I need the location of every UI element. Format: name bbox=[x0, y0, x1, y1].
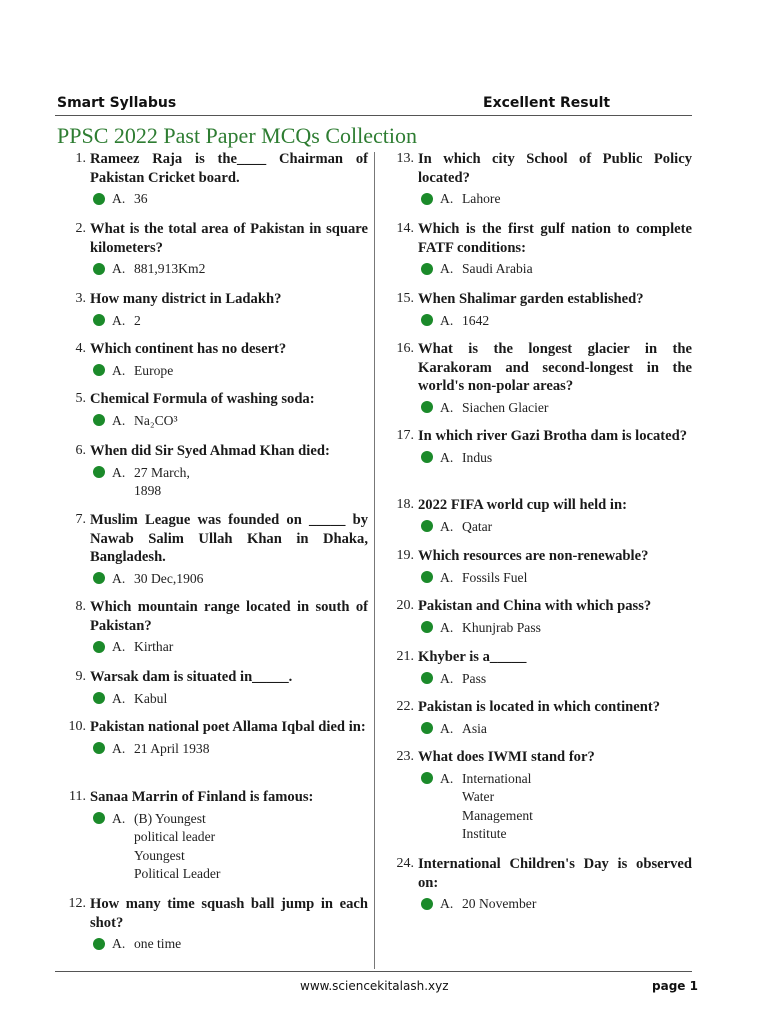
question-text: Which resources are non-renewable? bbox=[418, 548, 649, 564]
question-text: In which city School of Public Policy located? bbox=[418, 151, 692, 186]
question-item bbox=[388, 427, 692, 467]
question-text: Khyber is a_____ bbox=[418, 649, 527, 665]
question-number: 4. bbox=[75, 341, 86, 356]
question-number: 7. bbox=[75, 512, 86, 527]
question-row bbox=[60, 895, 368, 932]
answer-text: Indus bbox=[462, 449, 493, 465]
question-row bbox=[388, 427, 692, 446]
question-text: Sanaa Marrin of Finland is famous: bbox=[90, 789, 314, 805]
answer-dot-icon bbox=[93, 364, 105, 376]
answer-row bbox=[93, 935, 368, 954]
question-text: When Shalimar garden established? bbox=[418, 291, 644, 307]
answer-row bbox=[93, 690, 368, 709]
question-number: 17. bbox=[396, 428, 414, 443]
answer-dot-icon bbox=[93, 692, 105, 704]
answer-dot-icon bbox=[93, 263, 105, 275]
answer-letter: A. bbox=[440, 191, 454, 206]
answer-row bbox=[93, 190, 368, 209]
answer-row bbox=[421, 895, 692, 914]
header-left: Smart Syllabus bbox=[57, 95, 177, 111]
question-number: 6. bbox=[75, 443, 86, 458]
answer-row bbox=[93, 362, 368, 381]
question-text: Warsak dam is situated in_____. bbox=[90, 669, 293, 685]
question-number: 14. bbox=[396, 221, 414, 236]
answer-text: Fossils Fuel bbox=[462, 569, 528, 585]
question-number: 24. bbox=[396, 856, 414, 871]
answer-text: Kabul bbox=[134, 690, 168, 706]
question-item bbox=[388, 648, 692, 688]
question-row bbox=[388, 496, 692, 515]
answer-row bbox=[421, 399, 692, 418]
question-item bbox=[388, 496, 692, 536]
answer-dot-icon bbox=[93, 742, 105, 754]
answer-letter: A. bbox=[440, 619, 454, 635]
question-row bbox=[388, 547, 692, 566]
answer-dot-icon bbox=[421, 621, 433, 633]
answer-dot-icon bbox=[93, 812, 105, 824]
answer-dot-icon bbox=[93, 414, 105, 426]
answer-dot-icon bbox=[421, 520, 433, 532]
answer-letter: A. bbox=[112, 936, 126, 951]
answer-dot-icon bbox=[421, 401, 433, 413]
answer-row bbox=[421, 569, 692, 588]
question-item bbox=[388, 340, 692, 417]
question-text: Pakistan and China with which pass? bbox=[418, 598, 652, 614]
answer-dot-icon bbox=[93, 466, 105, 478]
answer-text: (B) Youngest political leader Youngest Political Leader bbox=[134, 810, 221, 881]
question-row bbox=[388, 290, 692, 309]
answer-row bbox=[93, 312, 368, 331]
question-item bbox=[60, 788, 368, 884]
question-row bbox=[60, 150, 368, 187]
question-text: International Children's Day is observed on: bbox=[418, 856, 692, 891]
answer-dot-icon bbox=[93, 314, 105, 326]
answer-text: one time bbox=[134, 936, 182, 951]
answer-letter: A. bbox=[112, 191, 126, 206]
answer-text: 21 April 1938 bbox=[134, 740, 210, 756]
question-item bbox=[388, 220, 692, 279]
answer-letter: A. bbox=[440, 770, 454, 786]
answer-letter: A. bbox=[112, 464, 126, 480]
answer-row bbox=[421, 619, 692, 638]
answer-letter: A. bbox=[440, 720, 454, 736]
answer-row bbox=[421, 518, 692, 537]
header-right: Excellent Result bbox=[483, 95, 611, 111]
question-text: Which mountain range located in south of Pakistan? bbox=[90, 599, 368, 634]
question-text: Which is the first gulf nation to complete FATF conditions: bbox=[418, 221, 692, 256]
question-row bbox=[60, 290, 368, 309]
question-number: 21. bbox=[396, 649, 414, 664]
question-number: 5. bbox=[75, 391, 86, 406]
answer-row bbox=[421, 770, 692, 844]
answer-letter: A. bbox=[440, 670, 454, 686]
answer-row bbox=[93, 412, 368, 431]
answer-text: Khunjrab Pass bbox=[462, 619, 541, 635]
question-number: 9. bbox=[75, 669, 86, 684]
answer-dot-icon bbox=[421, 451, 433, 463]
question-text: Pakistan is located in which continent? bbox=[418, 699, 661, 715]
question-row bbox=[60, 668, 368, 687]
answer-letter: A. bbox=[440, 569, 454, 585]
answer-text: Lahore bbox=[462, 191, 501, 206]
question-item bbox=[60, 668, 368, 708]
answer-dot-icon bbox=[421, 722, 433, 734]
question-text: Rameez Raja is the____ Chairman of Pakistan Cricket board. bbox=[90, 151, 368, 186]
question-number: 10. bbox=[68, 719, 86, 734]
answer-text: Na₂CO³ bbox=[134, 412, 178, 428]
question-text: Muslim League was founded on _____ by Nawab Salim Ullah Khan in Dhaka, Bangladesh. bbox=[90, 512, 368, 565]
question-row bbox=[388, 597, 692, 616]
answer-text: Europe bbox=[134, 362, 174, 378]
answer-text: Qatar bbox=[462, 518, 493, 534]
question-item bbox=[60, 718, 368, 758]
question-text: What does IWMI stand for? bbox=[418, 749, 595, 765]
question-text: 2022 FIFA world cup will held in: bbox=[418, 497, 627, 513]
question-item bbox=[60, 220, 368, 279]
question-item bbox=[388, 547, 692, 587]
question-row bbox=[60, 390, 368, 409]
answer-text: Pass bbox=[462, 670, 487, 686]
question-number: 8. bbox=[75, 599, 86, 614]
question-number: 22. bbox=[396, 699, 414, 714]
answer-text: 27 March, 1898 bbox=[134, 464, 190, 498]
question-item bbox=[388, 855, 692, 914]
answer-letter: A. bbox=[440, 896, 454, 911]
question-number: 19. bbox=[396, 548, 414, 563]
page-title: PPSC 2022 Past Paper MCQs Collection bbox=[57, 123, 417, 148]
answer-letter: A. bbox=[440, 261, 454, 276]
answer-letter: A. bbox=[112, 570, 126, 586]
answer-row bbox=[93, 260, 368, 279]
answer-letter: A. bbox=[440, 449, 454, 465]
answer-text: International Water Management Institute bbox=[462, 770, 533, 841]
answer-row bbox=[93, 810, 368, 884]
question-item bbox=[60, 598, 368, 657]
question-item bbox=[60, 290, 368, 330]
question-number: 1. bbox=[75, 151, 86, 166]
question-text: Chemical Formula of washing soda: bbox=[90, 391, 315, 407]
question-item bbox=[388, 597, 692, 637]
answer-text: 881,913Km2 bbox=[134, 261, 206, 276]
question-item bbox=[388, 290, 692, 330]
question-number: 11. bbox=[69, 789, 86, 804]
question-row bbox=[388, 220, 692, 257]
footer-url[interactable]: www.sciencekitalash.xyz bbox=[300, 979, 449, 993]
answer-dot-icon bbox=[421, 898, 433, 910]
page-number: page 1 bbox=[652, 979, 698, 993]
question-number: 2. bbox=[75, 221, 86, 236]
question-item bbox=[388, 150, 692, 209]
question-row bbox=[388, 340, 692, 396]
question-item bbox=[60, 511, 368, 588]
question-number: 13. bbox=[396, 151, 414, 166]
answer-row bbox=[93, 570, 368, 589]
question-item bbox=[60, 442, 368, 501]
answer-text: 36 bbox=[134, 191, 148, 206]
question-item bbox=[388, 748, 692, 844]
question-item bbox=[60, 390, 368, 430]
question-text: How many time squash ball jump in each shot? bbox=[90, 896, 368, 931]
answer-letter: A. bbox=[112, 261, 126, 276]
question-text: What is the longest glacier in the Karakoram and second-longest in the world's non-polar areas? bbox=[418, 341, 692, 394]
answer-row bbox=[93, 740, 368, 759]
answer-dot-icon bbox=[421, 193, 433, 205]
answer-row bbox=[93, 638, 368, 657]
question-row bbox=[60, 511, 368, 567]
answer-letter: A. bbox=[440, 518, 454, 534]
question-row bbox=[60, 442, 368, 461]
answer-row bbox=[421, 260, 692, 279]
answer-text: Asia bbox=[462, 720, 487, 736]
answer-text: 2 bbox=[134, 312, 141, 328]
question-number: 15. bbox=[396, 291, 414, 306]
answer-dot-icon bbox=[421, 772, 433, 784]
answer-letter: A. bbox=[112, 412, 126, 428]
question-row bbox=[388, 855, 692, 892]
answer-row bbox=[421, 720, 692, 739]
answer-text: 30 Dec,1906 bbox=[134, 570, 204, 586]
answer-dot-icon bbox=[93, 193, 105, 205]
question-number: 3. bbox=[75, 291, 86, 306]
question-row bbox=[60, 340, 368, 359]
answer-text: Siachen Glacier bbox=[462, 399, 549, 415]
question-text: In which river Gazi Brotha dam is located? bbox=[418, 428, 688, 444]
answer-letter: A. bbox=[112, 740, 126, 756]
question-number: 18. bbox=[396, 497, 414, 512]
answer-row bbox=[421, 670, 692, 689]
answer-row bbox=[421, 190, 692, 209]
question-row bbox=[60, 598, 368, 635]
answer-row bbox=[421, 312, 692, 331]
answer-letter: A. bbox=[440, 312, 454, 328]
answer-text: Saudi Arabia bbox=[462, 261, 533, 276]
question-number: 16. bbox=[396, 341, 414, 356]
answer-letter: A. bbox=[112, 312, 126, 328]
answer-row bbox=[93, 464, 368, 501]
question-row bbox=[388, 150, 692, 187]
question-row bbox=[60, 788, 368, 807]
answer-letter: A. bbox=[112, 362, 126, 378]
answer-dot-icon bbox=[421, 314, 433, 326]
answer-dot-icon bbox=[421, 672, 433, 684]
answer-row bbox=[421, 449, 692, 468]
question-number: 23. bbox=[396, 749, 414, 764]
answer-text: 1642 bbox=[462, 312, 490, 328]
header-rule bbox=[55, 115, 692, 116]
question-text: What is the total area of Pakistan in square kilometers? bbox=[90, 221, 368, 256]
answer-dot-icon bbox=[93, 938, 105, 950]
answer-letter: A. bbox=[112, 810, 126, 826]
question-item bbox=[60, 340, 368, 380]
answer-letter: A. bbox=[112, 690, 126, 706]
answer-dot-icon bbox=[421, 571, 433, 583]
question-text: How many district in Ladakh? bbox=[90, 291, 282, 307]
question-row bbox=[388, 698, 692, 717]
answer-letter: A. bbox=[112, 639, 126, 654]
question-row bbox=[60, 220, 368, 257]
answer-dot-icon bbox=[93, 641, 105, 653]
column-divider bbox=[374, 152, 375, 969]
question-text: Which continent has no desert? bbox=[90, 341, 287, 357]
answer-letter: A. bbox=[440, 399, 454, 415]
question-number: 20. bbox=[396, 598, 414, 613]
question-row bbox=[388, 748, 692, 767]
answer-dot-icon bbox=[421, 263, 433, 275]
question-item bbox=[388, 698, 692, 738]
question-number: 12. bbox=[68, 896, 86, 911]
answer-text: Kirthar bbox=[134, 639, 174, 654]
question-item bbox=[60, 150, 368, 209]
question-row bbox=[60, 718, 368, 737]
footer-rule bbox=[55, 971, 692, 972]
answer-text: 20 November bbox=[462, 896, 537, 911]
question-item bbox=[60, 895, 368, 954]
answer-dot-icon bbox=[93, 572, 105, 584]
question-row bbox=[388, 648, 692, 667]
question-text: Pakistan national poet Allama Iqbal died in: bbox=[90, 719, 366, 735]
question-text: When did Sir Syed Ahmad Khan died: bbox=[90, 443, 330, 459]
